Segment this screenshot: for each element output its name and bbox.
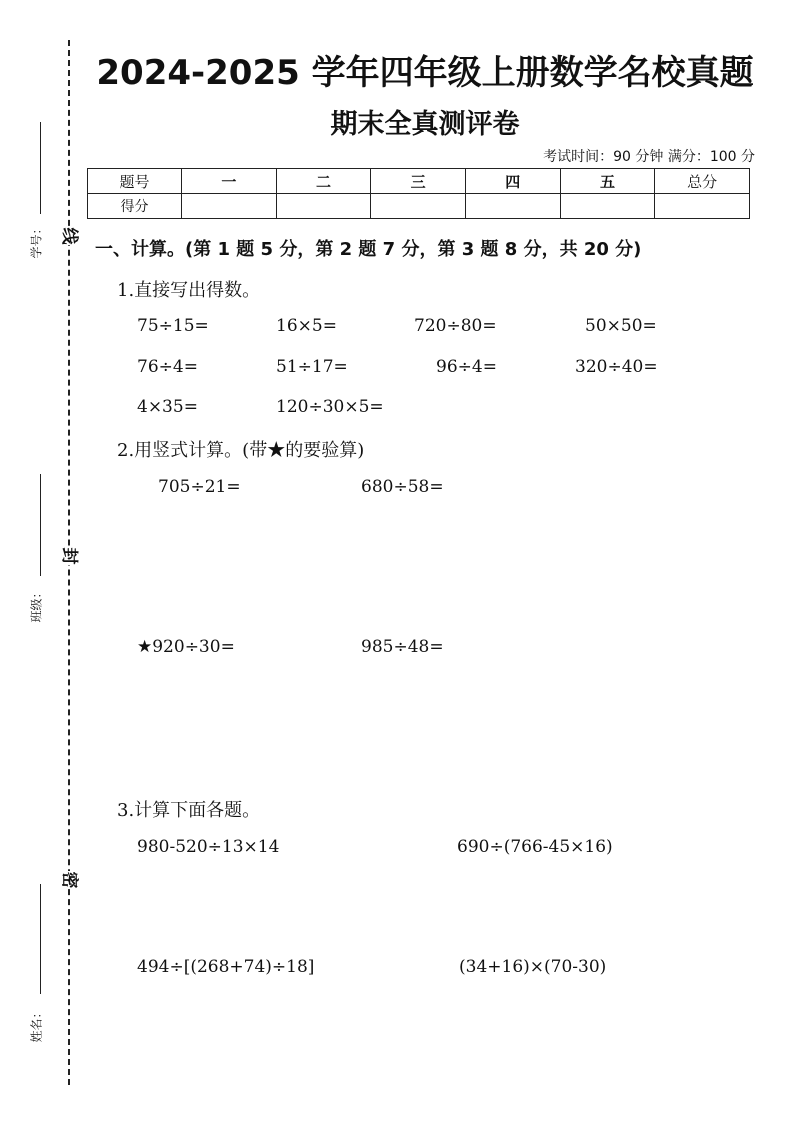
score-cell-1[interactable] xyxy=(182,194,277,219)
score-row-label: 得分 xyxy=(88,194,182,219)
question-number-label: 题号 xyxy=(88,169,182,194)
student-id-label: 学号： xyxy=(29,222,44,259)
exam-title: 2024-2025 学年四年级上册数学名校真题 xyxy=(96,53,754,93)
name-blank[interactable] xyxy=(40,884,41,994)
q3-item: 980-520÷13×14 xyxy=(137,837,280,857)
q2-item: 985÷48= xyxy=(361,637,444,657)
q1-item: 4×35= xyxy=(137,397,198,417)
q1-item: 50×50= xyxy=(585,316,657,336)
exam-subtitle: 期末全真测评卷 xyxy=(330,109,520,140)
score-col-1: 一 xyxy=(182,169,277,194)
q2-item: ★920÷30= xyxy=(137,637,235,657)
q1-item: 51÷17= xyxy=(276,357,348,377)
q1-item: 320÷40= xyxy=(575,357,658,377)
score-col-3: 三 xyxy=(371,169,466,194)
q1-item: 120÷30×5= xyxy=(276,397,384,417)
q2-item: 680÷58= xyxy=(361,477,444,497)
score-cell-3[interactable] xyxy=(371,194,466,219)
q3-item: 494÷[(268+74)÷18] xyxy=(137,957,315,977)
section-title: 一、计算。(第 1 题 5 分，第 2 题 7 分，第 3 题 8 分，共 20 分) xyxy=(95,239,642,260)
q1-item: 96÷4= xyxy=(436,357,497,377)
binding-word-line: 线 xyxy=(59,227,79,245)
score-col-2: 二 xyxy=(276,169,371,194)
q2-item: 705÷21= xyxy=(158,477,241,497)
exam-info: 考试时间：90 分钟 满分：100 分 xyxy=(543,149,755,165)
q1-item: 76÷4= xyxy=(137,357,198,377)
q2-title: 2.用竖式计算。(带★的要验算) xyxy=(117,440,365,461)
score-cell-4[interactable] xyxy=(465,194,560,219)
q1-title: 1.直接写出得数。 xyxy=(117,280,261,301)
binding-word-seal: 封 xyxy=(59,547,79,565)
name-label: 姓名： xyxy=(29,1006,44,1043)
q3-title: 3.计算下面各题。 xyxy=(117,800,261,821)
score-cell-total[interactable] xyxy=(655,194,750,219)
score-table-header-row xyxy=(88,169,750,194)
q1-item: 75÷15= xyxy=(137,316,209,336)
score-table xyxy=(87,168,750,219)
q1-item: 720÷80= xyxy=(414,316,497,336)
class-label: 班级： xyxy=(29,586,44,623)
score-col-5: 五 xyxy=(560,169,655,194)
score-table-score-row xyxy=(88,194,750,219)
q1-item: 16×5= xyxy=(276,316,337,336)
score-col-4: 四 xyxy=(465,169,560,194)
q3-item: 690÷(766-45×16) xyxy=(457,837,613,857)
q3-item: (34+16)×(70-30) xyxy=(459,957,607,977)
class-blank[interactable] xyxy=(40,474,41,576)
student-id-blank[interactable] xyxy=(40,122,41,214)
score-cell-5[interactable] xyxy=(560,194,655,219)
score-cell-2[interactable] xyxy=(276,194,371,219)
score-col-total: 总分 xyxy=(655,169,750,194)
binding-word-secret: 密 xyxy=(59,871,79,889)
